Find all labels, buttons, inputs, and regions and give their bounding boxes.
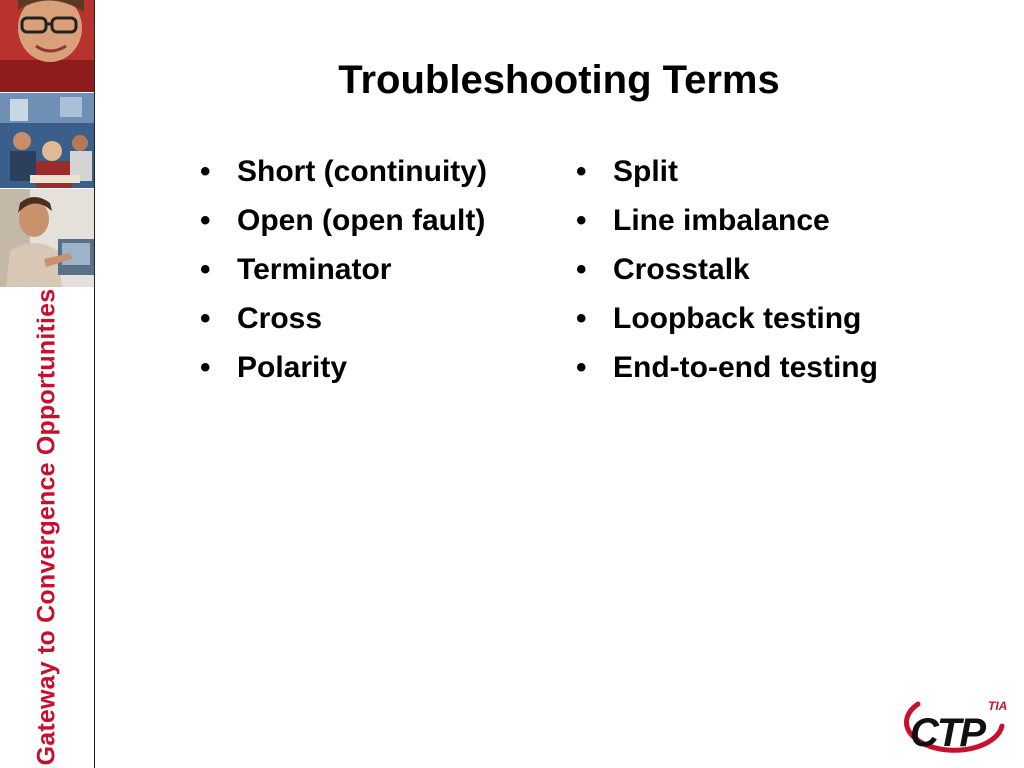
term-label: Open (open fault) [237,204,486,237]
term-label: Split [613,155,678,188]
sidebar [0,0,95,768]
term-label: Polarity [237,351,348,384]
list-item [200,346,487,395]
bullet: • [576,204,587,237]
sidebar-tagline: Gateway to Convergence Opportunities [32,288,61,766]
term-label: Crosstalk [613,253,750,286]
term-label: Line imbalance [613,204,830,237]
list-item [576,248,878,297]
bullet: • [576,155,587,188]
bullet: • [576,253,587,286]
ctp-logo-icon [898,696,1010,760]
slide-title: Troubleshooting Terms [338,58,780,102]
term-label: Cross [237,302,323,335]
left-term-list [200,150,487,395]
tia-ctp-logo [898,696,1010,760]
person-with-glasses-photo [0,0,94,92]
list-item [200,297,487,346]
term-label: Terminator [237,253,392,286]
bullet: • [200,155,211,188]
list-item [576,297,878,346]
logo-superscript: TIA [988,699,1008,713]
bullet: • [200,253,211,286]
bullet: • [200,204,211,237]
list-item [200,150,487,199]
logo-brand: CTP [910,711,984,755]
list-item [576,150,878,199]
term-label: End-to-end testing [613,351,878,384]
term-label: Loopback testing [613,302,862,335]
student-photo [0,189,94,287]
bullet: • [576,302,587,335]
bullet: • [200,351,211,384]
bullet: • [576,351,587,384]
list-item [576,346,878,395]
list-item [200,248,487,297]
right-term-list [576,150,878,395]
term-label: Short (continuity) [237,155,487,188]
classroom-photo [0,93,94,188]
bullet: • [200,302,211,335]
list-item [576,199,878,248]
list-item [200,199,487,248]
